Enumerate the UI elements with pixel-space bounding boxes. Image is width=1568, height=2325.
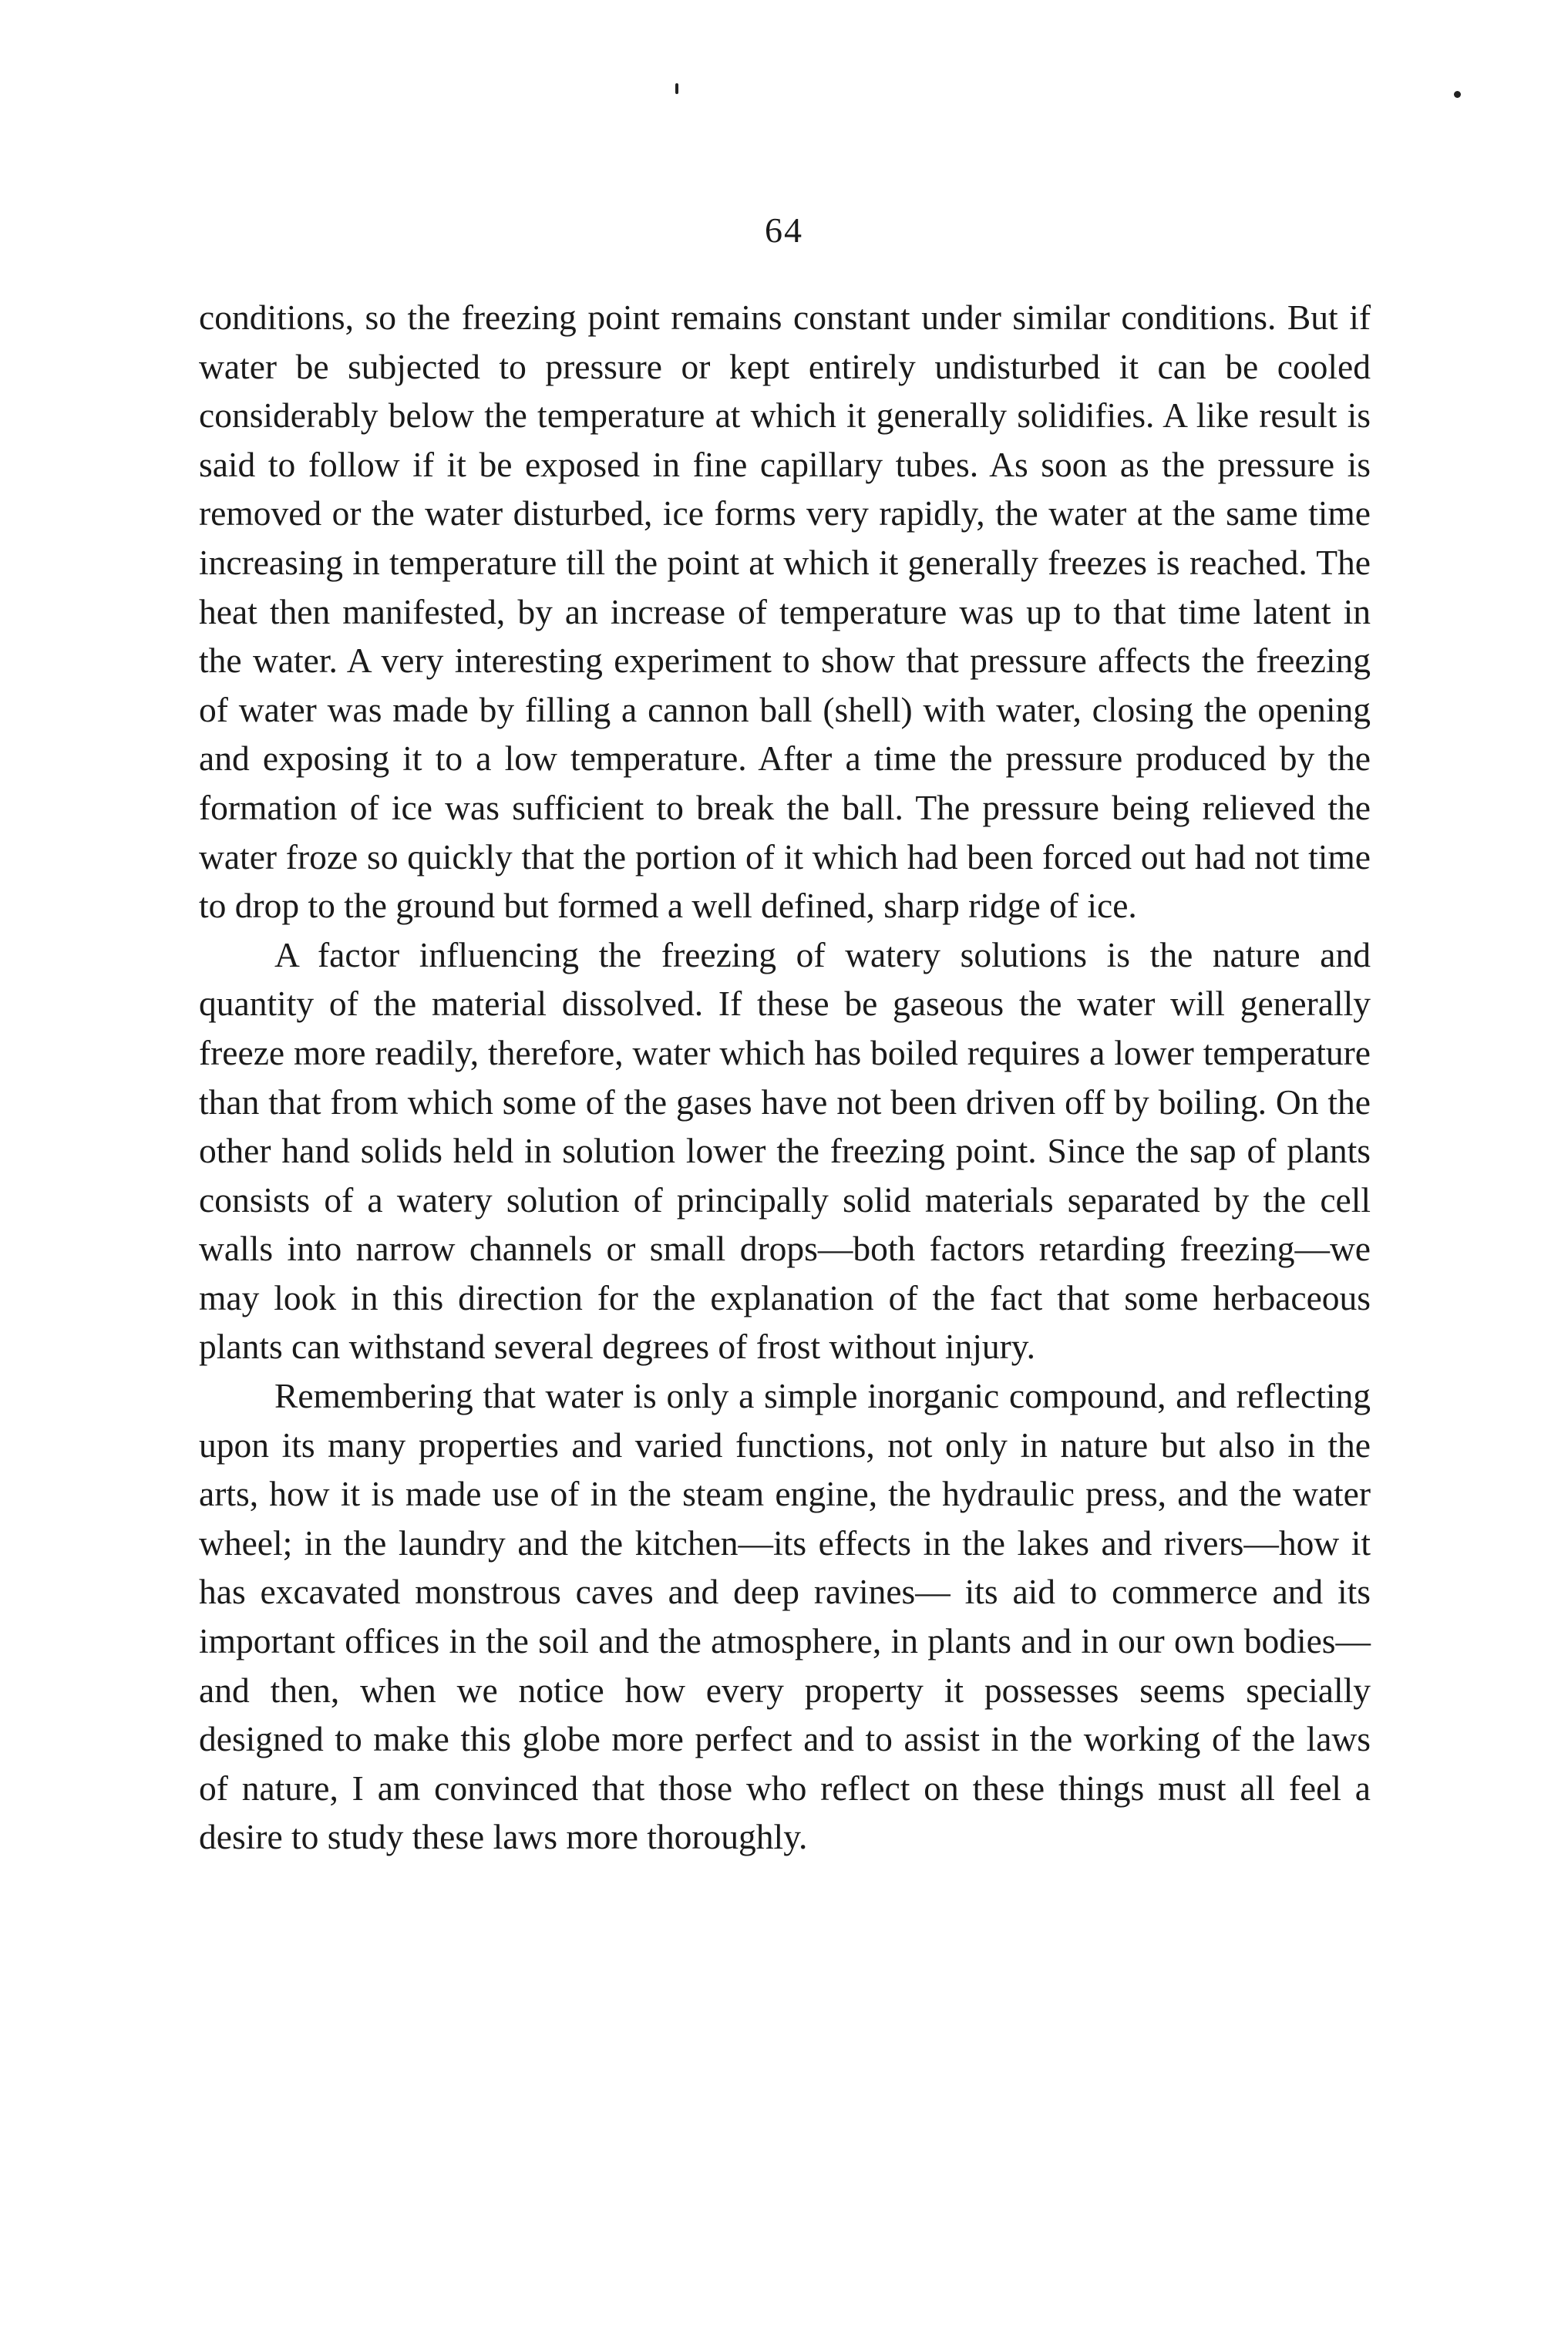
scan-speck-top	[1454, 91, 1461, 98]
body-text	[199, 293, 1371, 1862]
paragraph-2: A factor influencing the freezing of watery solutions is the nature and quantity of the material dissolved. If these be gaseous the water will generally freeze more readily, therefore, water which has boiled requires a lower temperature than that from which some of the gases have not been driven off by boiling. On the other hand solids held in solution lower the freezing point. Since the sap of plants consists of a watery solution of principally solid materials separated by the cell walls into narrow channels or small drops—both factors retarding freezing—we may look in this direction for the explanation of the fact that some herbaceous plants can withstand several degrees of frost without injury.	[199, 934, 1371, 1367]
paragraph-1: conditions, so the freezing point remains constant under similar conditions. But if water be subjected to pressure or kept entirely undisturbed it can be cooled considerably below the temperature at which it generally solidifies. A like result is said to follow if it be exposed in fine capillary tubes. As soon as the pressure is removed or the water disturbed, ice forms very rapidly, the water at the same time increasing in temperature till the point at which it generally freezes is reached. The heat then manifested, by an increase of temperature was up to that time latent in the water. A very interesting experiment to show that pressure affects the freezing of water was made by filling a cannon ball (shell) with water, closing the opening and exposing it to a low temperature. After a time the pressure produced by the formation of ice was sufficient to break the ball. The pressure being relieved the water froze so quickly that the portion of it which had been forced out had not time to drop to the ground but formed a well defined, sharp ridge of ice.	[199, 298, 1371, 926]
paragraph-3: Remembering that water is only a simple inorganic compound, and reflecting upon its many properties and varied functions, not only in nature but also in the arts, how it is made use of in the steam engine, the hydraulic press, and the water wheel; in the laundry and the kitchen—its effects in the lakes and rivers—how it has excavated monstrous caves and deep ravines— its aid to commerce and its important offices in the soil and the atmosphere, in plants and in our own bodies—and then, when we notice how every property it possesses seems specially designed to make this globe more perfect and to assist in the working of the laws of nature, I am convinced that those who reflect on these things must all feel a desire to study these laws more thoroughly.	[199, 1376, 1371, 1857]
scan-speck-top-center	[675, 83, 678, 94]
page-number: 64	[765, 210, 803, 250]
